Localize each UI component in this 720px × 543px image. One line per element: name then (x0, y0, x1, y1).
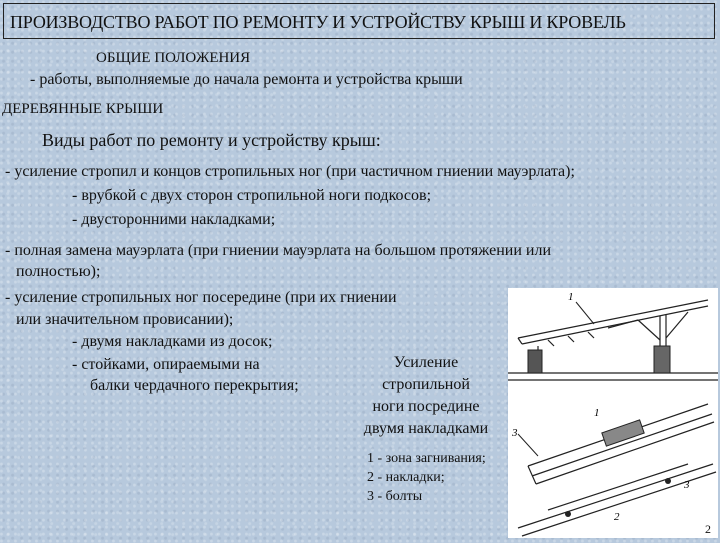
title-box (3, 3, 715, 39)
general-heading: ОБЩИЕ ПОЛОЖЕНИЯ (96, 50, 251, 66)
fig-label-3: 3 (512, 427, 518, 439)
page-title: ПРОИЗВОДСТВО РАБОТ ПО РЕМОНТУ И УСТРОЙСТВУ КРЫШ И КРОВЕЛЬ (10, 12, 626, 32)
post-support (654, 346, 670, 373)
list-item: - полная замена мауэрлата (при гниении мауэрлата на большом протяжении или (5, 242, 552, 259)
caption-line: стропильной (382, 376, 470, 393)
list-item: - двумя накладками из досок; (72, 333, 273, 350)
list-item: - двусторонними накладками; (72, 211, 276, 228)
decay-zone (602, 420, 644, 446)
fig-label-3b: 3 (684, 479, 690, 491)
rafter-diagram-panel (508, 288, 718, 538)
rafter-diagram (508, 288, 718, 538)
legend-item: 1 - зона загнивания; (367, 451, 486, 466)
figure-caption (348, 352, 504, 440)
list-item: балки чердачного перекрытия; (90, 377, 299, 394)
overlay-detail (518, 464, 716, 536)
subheading: Виды работ по ремонту и устройству крыш: (42, 130, 381, 150)
wall-plate (528, 350, 542, 373)
fig-label-1b: 1 (594, 407, 600, 419)
caption-line: двумя накладками (363, 420, 489, 437)
legend-item: 2 - накладки; (367, 470, 445, 485)
figure-legend (367, 449, 486, 506)
section-heading: ДЕРЕВЯННЫЕ КРЫШИ (2, 101, 164, 117)
leader-line (576, 302, 594, 324)
fig-label-1: 1 (568, 291, 574, 303)
list-item: - врубкой с двух сторон стропильной ноги подкосов; (72, 187, 432, 204)
page-number: 2 (705, 522, 711, 536)
rafter-detail (528, 404, 714, 484)
general-item: - работы, выполняемые до начала ремонта и устройства крыши (30, 71, 463, 88)
list-item: - усиление стропил и концов стропильных ног (при частичном гниении мауэрлата); (5, 163, 575, 180)
fig-label-2: 2 (614, 511, 620, 523)
list-item: - стойками, опираемыми на (72, 356, 260, 373)
list-item: или значительном провисании); (16, 311, 234, 328)
legend-item: 3 - болты (367, 489, 423, 504)
list-item: полностью); (16, 263, 101, 280)
list-item: - усиление стропильных ног посередине (при их гниении (5, 289, 397, 306)
caption-line: ноги посредине (372, 398, 480, 415)
caption-line: Усиление (393, 354, 459, 371)
